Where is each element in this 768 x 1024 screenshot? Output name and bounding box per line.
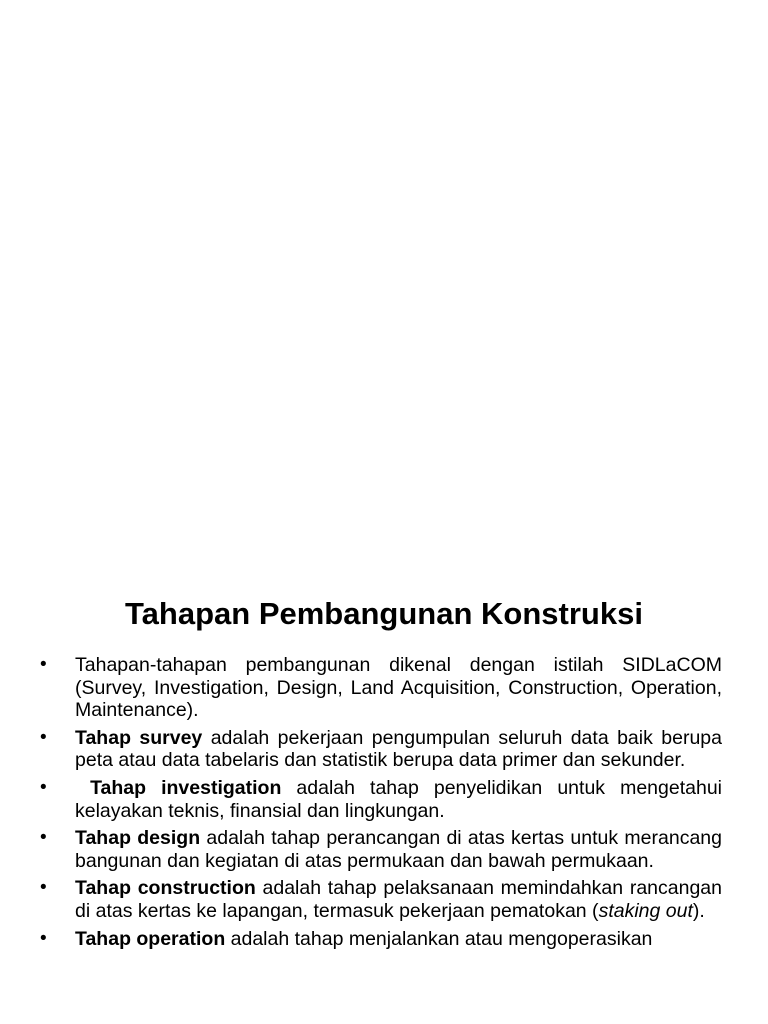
list-item-investigation — [40, 777, 722, 822]
list-item-text: adalah tahap pelaksanaan memindahkan rancangan di atas kertas ke lapangan, termasuk pekerjaan pematokan ( — [75, 877, 722, 922]
bullet-list — [40, 654, 722, 955]
list-item-text-end: ). — [692, 899, 705, 922]
list-item-operation — [40, 928, 722, 951]
list-item-term: Tahap investigation — [90, 776, 282, 799]
list-item-term: Tahap design — [75, 827, 201, 850]
list-item-construction — [40, 877, 722, 922]
bullet-icon: • — [40, 726, 47, 748]
bullet-icon: • — [40, 654, 47, 675]
list-item-text: adalah tahap perancangan di atas kertas untuk merancang bangunan dan kegiatan di atas permukaan dan bawah permukaan. — [75, 827, 722, 872]
list-item-text: adalah pekerjaan pengumpulan seluruh data baik berupa peta atau data tabelaris dan statistik berupa data primer dan sekunder. — [75, 726, 722, 772]
list-item-term: Tahap operation — [75, 927, 226, 950]
list-item-sidlacom — [40, 654, 722, 722]
slide-title: Tahapan Pembangunan Konstruksi — [125, 596, 643, 631]
list-item-text: adalah tahap menjalankan atau mengoperasikan — [225, 927, 653, 950]
list-item-term: Tahap survey — [75, 726, 203, 749]
list-item-text: Tahapan-tahapan pembangunan dikenal dengan istilah SIDLaCOM (Survey, Investigation, Design, Land Acquisition, Construction, Operation, Maintenance). — [75, 654, 722, 722]
list-item-text: adalah tahap penyelidikan untuk mengetahui kelayakan teknis, finansial dan lingkungan. — [75, 776, 722, 822]
bullet-icon: • — [40, 776, 47, 798]
list-item-italic-text: staking out — [598, 899, 693, 922]
bullet-icon: • — [40, 827, 47, 849]
list-item-survey — [40, 727, 722, 772]
bullet-icon: • — [40, 877, 47, 899]
list-item-term: Tahap construction — [75, 877, 256, 900]
list-item-design — [40, 827, 722, 872]
bullet-icon: • — [40, 927, 47, 949]
